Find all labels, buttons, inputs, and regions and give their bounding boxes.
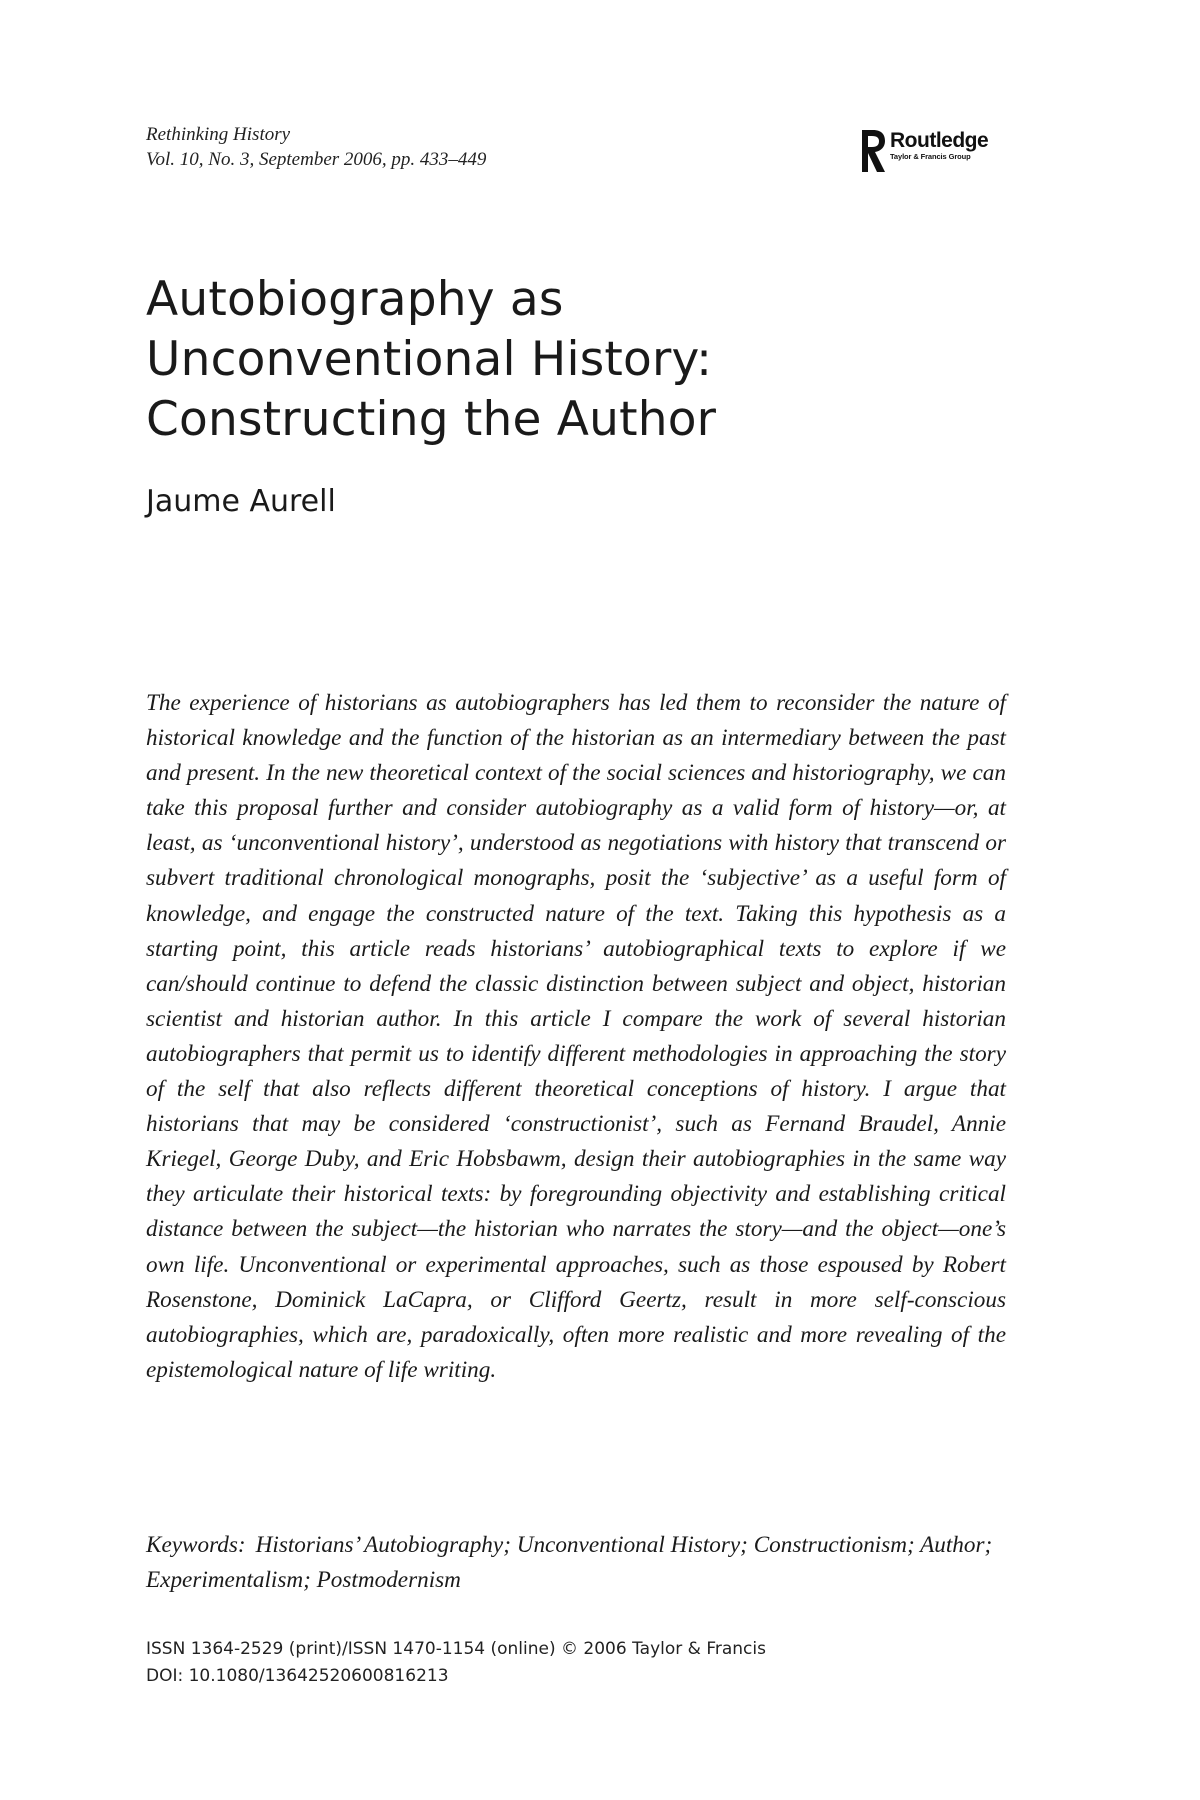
author-name: Jaume Aurell bbox=[146, 484, 336, 519]
keywords bbox=[146, 1528, 1006, 1598]
article-title bbox=[146, 270, 716, 450]
keywords-label: Keywords: bbox=[146, 1532, 246, 1558]
keywords-list: Historians’ Autobiography; Unconventional History; Constructionism; Author; Experimentalism; Postmodernism bbox=[146, 1532, 993, 1593]
routledge-r-logo-icon bbox=[860, 128, 886, 174]
publication-info bbox=[146, 1636, 766, 1690]
journal-citation: Vol. 10, No. 3, September 2006, pp. 433–449 bbox=[146, 149, 487, 170]
article-title-line: Autobiography as bbox=[146, 272, 564, 327]
journal-name: Rethinking History bbox=[146, 124, 291, 145]
publisher-group: Taylor & Francis Group bbox=[890, 152, 971, 161]
publisher-logo bbox=[860, 128, 988, 174]
issn-line: ISSN 1364-2529 (print)/ISSN 1470-1154 (online) © 2006 Taylor & Francis bbox=[146, 1639, 766, 1659]
publisher-logo-text bbox=[890, 128, 988, 162]
article-title-line: Constructing the Author bbox=[146, 392, 717, 447]
journal-header bbox=[146, 122, 486, 172]
abstract: The experience of historians as autobiographers has led them to reconsider the nature of historical knowledge and the function of the historian as an intermediary between the past and present. In the new theoretical context of the social sciences and historiography, we can take this proposal further and consider autobiography as a valid form of history—or, at least, as ‘unconventional history’, understood as negotiations with history that transcend or subvert traditional chronological monographs, posit the ‘subjective’ as a useful form of knowledge, and engage the constructed nature of the text. Taking this hypothesis as a starting point, this article reads historians’ autobiographical texts to explore if we can/should continue to defend the classic distinction between subject and object, historian scientist and historian author. In this article I compare the work of several historian autobiographers that permit us to identify different methodologies in approaching the story of the self that also reflects different theoretical conceptions of history. I argue that historians that may be considered ‘constructionist’, such as Fernand Braudel, Annie Kriegel, George Duby, and Eric Hobsbawm, design their autobiographies in the same way they articulate their historical texts: by foregrounding objectivity and establishing critical distance between the subject—the historian who narrates the story—and the object—one’s own life. Unconventional or experimental approaches, such as those espoused by Robert Rosenstone, Dominick LaCapra, or Clifford Geertz, result in more self-conscious autobiographies, which are, paradoxically, often more realistic and more revealing of the epistemological nature of life writing. bbox=[146, 690, 1006, 1383]
doi-line: DOI: 10.1080/13642520600816213 bbox=[146, 1666, 449, 1686]
publisher-name: Routledge bbox=[890, 129, 989, 152]
article-title-line: Unconventional History: bbox=[146, 332, 713, 387]
